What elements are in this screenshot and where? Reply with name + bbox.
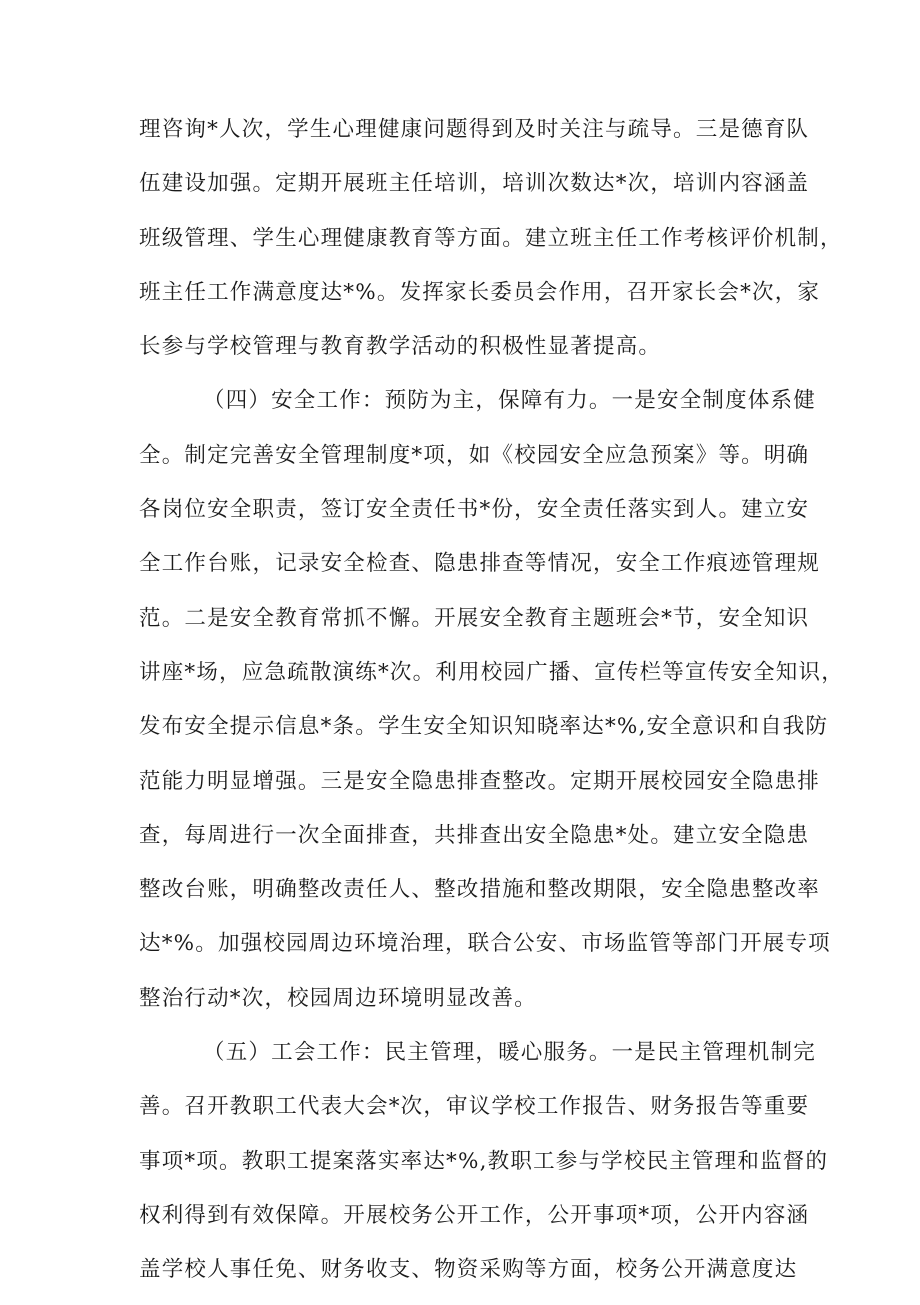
text-line: 发布安全提示信息*条。学生安全知识知晓率达*%,安全意识和自我防 xyxy=(139,714,829,740)
text-line: 善。召开教职工代表大会*次，审议学校工作报告、财务报告等重要 xyxy=(139,1094,810,1120)
text-line: 达*%。加强校园周边环境治理，联合公安、市场监管等部门开展专项 xyxy=(139,931,831,957)
text-line: 整改台账，明确整改责任人、整改措施和整改期限，安全隐患整改率 xyxy=(139,877,821,903)
section-heading-union: （五）工会工作：民主管理，暖心服务。一是民主管理机制完 xyxy=(203,1040,816,1066)
text-line: 查，每周进行一次全面排查，共排查出安全隐患*处。建立安全隐患 xyxy=(139,822,810,848)
body-text xyxy=(139,110,844,1305)
text-line: 范。二是安全教育常抓不懈。开展安全教育主题班会*节，安全知识 xyxy=(139,605,810,631)
text-line: 权利得到有效保障。开展校务公开工作，公开事项*项，公开内容涵 xyxy=(139,1202,810,1228)
text-line: 班级管理、学生心理健康教育等方面。建立班主任工作考核评价机制， xyxy=(139,225,843,251)
section-heading-safety: （四）安全工作：预防为主，保障有力。一是安全制度体系健 xyxy=(203,388,816,414)
text-line: 伍建设加强。定期开展班主任培训，培训次数达*次，培训内容涵盖 xyxy=(139,171,810,197)
text-line: 长参与学校管理与教育教学活动的积极性显著提高。 xyxy=(139,334,662,360)
text-line: 讲座*场，应急疏散演练*次。利用校园广播、宣传栏等宣传安全知识， xyxy=(139,659,844,685)
text-line: 全工作台账，记录安全检查、隐患排查等情况，安全工作痕迹管理规 xyxy=(139,551,821,577)
text-line: 盖学校人事任免、财务收支、物资采购等方面，校务公开满意度达 xyxy=(139,1257,798,1283)
text-line: 班主任工作满意度达*%。发挥家长委员会作用，召开家长会*次，家 xyxy=(139,279,821,305)
text-line: 理咨询*人次，学生心理健康问题得到及时关注与疏导。三是德育队 xyxy=(139,117,810,142)
text-line: 事项*项。教职工提案落实率达*%,教职工参与学校民主管理和监督的 xyxy=(139,1148,829,1174)
text-line: 整治行动*次，校园周边环境明显改善。 xyxy=(139,985,537,1011)
text-line: 范能力明显增强。三是安全隐患排查整改。定期开展校园安全隐患排 xyxy=(139,768,821,794)
text-line: 各岗位安全职责，签订安全责任书*份，安全责任落实到人。建立安 xyxy=(139,497,810,523)
text-line: 全。制定完善安全管理制度*项，如《校园安全应急预案》等。明确 xyxy=(139,442,810,468)
